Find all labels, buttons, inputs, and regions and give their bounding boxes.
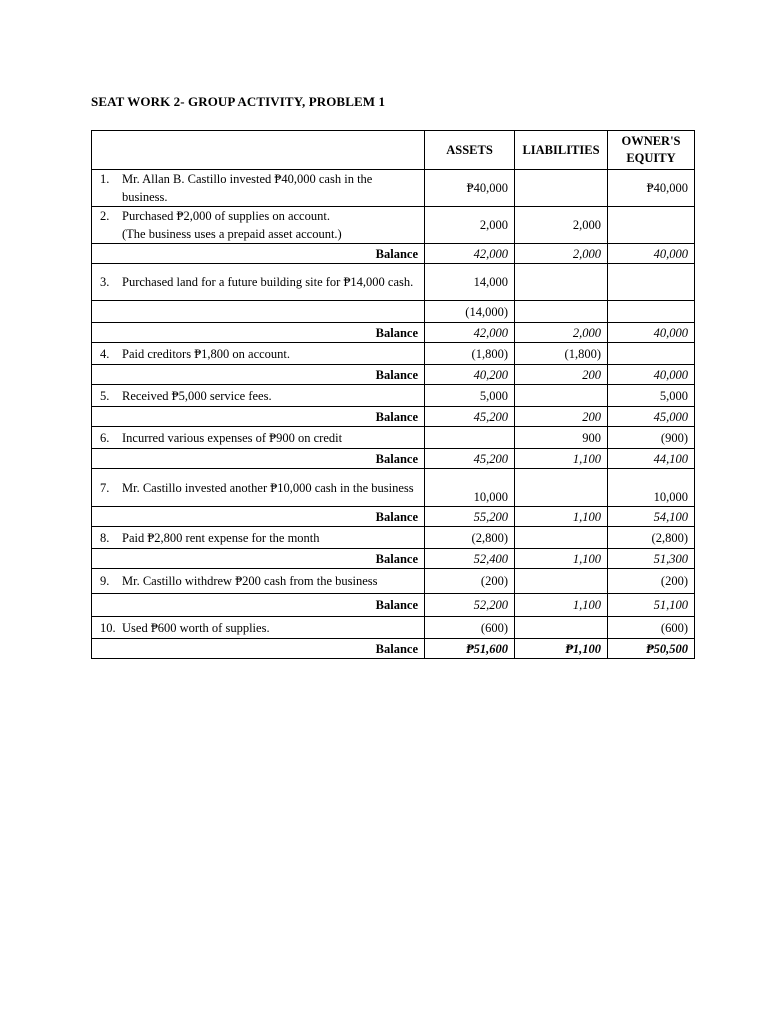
assets-cell: 2,000 (425, 207, 515, 244)
equity-cell: 40,000 (608, 323, 695, 343)
equity-cell: (200) (608, 569, 695, 594)
equity-cell (608, 343, 695, 365)
assets-cell: (14,000) (425, 301, 515, 323)
balance-label: Balance (92, 507, 425, 527)
liabilities-cell: (1,800) (515, 343, 608, 365)
liabilities-cell: 200 (515, 407, 608, 427)
final-balance-row (92, 639, 695, 659)
balance-row (92, 449, 695, 469)
assets-cell: 52,400 (425, 549, 515, 569)
liabilities-cell: 2,000 (515, 207, 608, 244)
balance-row (92, 594, 695, 617)
transaction-description: 7. Mr. Castillo invested another ₱10,000 cash in the business (92, 469, 425, 507)
transaction-description: 1. Mr. Allan B. Castillo invested ₱40,000 cash in the business. (92, 170, 425, 207)
equity-cell: (2,800) (608, 527, 695, 549)
assets-cell: 55,200 (425, 507, 515, 527)
header-description (92, 131, 425, 170)
liabilities-cell (515, 617, 608, 639)
balance-row (92, 549, 695, 569)
equity-cell: 51,300 (608, 549, 695, 569)
assets-cell: 45,200 (425, 449, 515, 469)
balance-row (92, 507, 695, 527)
table-row (92, 385, 695, 407)
balance-label: Balance (92, 365, 425, 385)
liabilities-cell: ₱1,100 (515, 639, 608, 659)
liabilities-cell: 1,100 (515, 507, 608, 527)
equity-cell: 44,100 (608, 449, 695, 469)
equity-cell: 40,000 (608, 244, 695, 264)
transaction-description (92, 301, 425, 323)
equity-cell: 54,100 (608, 507, 695, 527)
transaction-description: 9. Mr. Castillo withdrew ₱200 cash from the business (92, 569, 425, 594)
balance-label: Balance (92, 639, 425, 659)
table-row (92, 264, 695, 301)
equity-cell: (900) (608, 427, 695, 449)
equity-cell: 10,000 (608, 469, 695, 507)
table-header-row (92, 131, 695, 170)
liabilities-cell (515, 385, 608, 407)
equity-cell (608, 264, 695, 301)
liabilities-cell (515, 170, 608, 207)
table-row (92, 301, 695, 323)
transaction-description: 2. Purchased ₱2,000 of supplies on account. (The business uses a prepaid asset account.) (92, 207, 425, 244)
equity-cell: ₱40,000 (608, 170, 695, 207)
assets-cell: 14,000 (425, 264, 515, 301)
equity-cell: 45,000 (608, 407, 695, 427)
assets-cell: 5,000 (425, 385, 515, 407)
equity-cell: ₱50,500 (608, 639, 695, 659)
assets-cell: (1,800) (425, 343, 515, 365)
header-liabilities: LIABILITIES (515, 131, 608, 170)
equity-cell: 51,100 (608, 594, 695, 617)
assets-cell: 42,000 (425, 323, 515, 343)
assets-cell: ₱51,600 (425, 639, 515, 659)
equity-cell (608, 207, 695, 244)
transaction-description: 3. Purchased land for a future building site for ₱14,000 cash. (92, 264, 425, 301)
table-row (92, 343, 695, 365)
assets-cell: 10,000 (425, 469, 515, 507)
table-row (92, 207, 695, 244)
liabilities-cell (515, 469, 608, 507)
table-row (92, 569, 695, 594)
transaction-description: 10. Used ₱600 worth of supplies. (92, 617, 425, 639)
balance-label: Balance (92, 549, 425, 569)
page-title: SEAT WORK 2- GROUP ACTIVITY, PROBLEM 1 (91, 94, 386, 109)
balance-label: Balance (92, 449, 425, 469)
assets-cell: (200) (425, 569, 515, 594)
balance-row (92, 407, 695, 427)
balance-label: Balance (92, 594, 425, 617)
liabilities-cell: 900 (515, 427, 608, 449)
balance-label: Balance (92, 244, 425, 264)
balance-row (92, 323, 695, 343)
transaction-table (91, 130, 695, 659)
liabilities-cell: 1,100 (515, 549, 608, 569)
assets-cell: ₱40,000 (425, 170, 515, 207)
liabilities-cell (515, 569, 608, 594)
balance-label: Balance (92, 407, 425, 427)
assets-cell (425, 427, 515, 449)
balance-row (92, 365, 695, 385)
equity-cell (608, 301, 695, 323)
table-row (92, 469, 695, 507)
liabilities-cell: 2,000 (515, 323, 608, 343)
liabilities-cell: 1,100 (515, 594, 608, 617)
liabilities-cell: 1,100 (515, 449, 608, 469)
assets-cell: (600) (425, 617, 515, 639)
liabilities-cell: 200 (515, 365, 608, 385)
header-assets: ASSETS (425, 131, 515, 170)
assets-cell: 42,000 (425, 244, 515, 264)
balance-label: Balance (92, 323, 425, 343)
table-row (92, 617, 695, 639)
equity-cell: (600) (608, 617, 695, 639)
header-owners-equity: OWNER'S EQUITY (608, 131, 695, 170)
equity-cell: 5,000 (608, 385, 695, 407)
table-row (92, 427, 695, 449)
table-row (92, 170, 695, 207)
liabilities-cell: 2,000 (515, 244, 608, 264)
transaction-description: 4. Paid creditors ₱1,800 on account. (92, 343, 425, 365)
transaction-description: 8. Paid ₱2,800 rent expense for the month (92, 527, 425, 549)
liabilities-cell (515, 264, 608, 301)
assets-cell: 40,200 (425, 365, 515, 385)
assets-cell: 52,200 (425, 594, 515, 617)
liabilities-cell (515, 301, 608, 323)
transaction-description: 5. Received ₱5,000 service fees. (92, 385, 425, 407)
equity-cell: 40,000 (608, 365, 695, 385)
assets-cell: 45,200 (425, 407, 515, 427)
liabilities-cell (515, 527, 608, 549)
transaction-description: 6. Incurred various expenses of ₱900 on credit (92, 427, 425, 449)
balance-row (92, 244, 695, 264)
assets-cell: (2,800) (425, 527, 515, 549)
table-row (92, 527, 695, 549)
